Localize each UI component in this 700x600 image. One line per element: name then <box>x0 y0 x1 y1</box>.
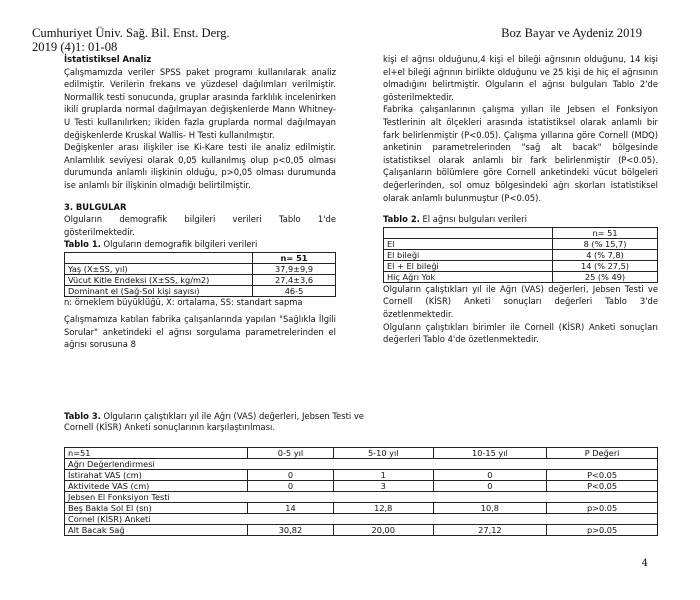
table2-caption: Tablo 2. El ağrısı bulguları verileri <box>383 214 527 225</box>
table-row: Dominant el (Sağ-Sol kişi sayısı) 46-5 <box>65 285 336 296</box>
results-paragraph: Olguların demografik bilgileri verileri Tablo 1'de gösterilmektedir. <box>64 214 336 237</box>
table-row: El bileği 4 (% 7,8) <box>384 249 658 260</box>
stat-paragraph-1: Çalışmamızda veriler SPSS paket programı kullanılarak analiz edilmiştir. Verilerin frekans ve yüzdesel dağılımları verilmiştir. Normallik testi sonucunda, gruplar arasında farklılık incelenirken ikili gruplarda normal dağılmayan değişkenlerde Mann Whitney- U Testi kullanılırken; ikiden fazla gruplarda normal dağılmayan değişkenlerde Kruskal Wallis- H Testi kullanılmıştır. <box>64 66 336 140</box>
table-row: Hiç Ağrı Yok 25 (% 49) <box>384 271 658 282</box>
journal-header <box>32 26 230 54</box>
table3-section: Jebsen El Fonksiyon Testi <box>65 492 658 503</box>
journal-title: Cumhuriyet Üniv. Sağ. Bil. Enst. Derg. <box>32 26 230 40</box>
table3-section: Ağrı Değerlendirmesi <box>65 459 658 470</box>
table2 <box>383 227 658 283</box>
table3 <box>64 447 658 536</box>
right-paragraph-2: Fabrika çalışanlarının çalışma yılları ile Jebsen el Fonksiyon Testlerinin alt ölçekleri arasında istatistiksel olarak anlamlı bir fark belirlenmiştir (P<0.05). Çalışma yıllarına göre Cornell (MDQ) anketinin parametrelerinden "sağ alt bacak" bölgesinde istatistiksel olarak anlamlı bir fark belirlenmiştir (P<0.05). Çalışanların bölümlere göre Cornell anketindeki vücut bölgeleri değerlerinden, sol omuz bölgesindeki ağrı skorları istatistiksel olarak anlamlı bulunmuştur (P<0.05). <box>383 104 658 203</box>
right-paragraph-3: Olguların çalıştıkları yıl ile Ağrı (VAS) değerleri, Jebsen Testi ve Cornell (KİSR) Anketi sonuçları değerleri Tablo 3'de özetlenmektedir. <box>383 283 658 319</box>
table2-header: n= 51 <box>553 227 658 238</box>
table1-note: n: örneklem büyüklüğü, X: ortalama, SS: standart sapma <box>64 296 303 307</box>
authors-header: Boz Bayar ve Aydeniz 2019 <box>501 26 642 40</box>
stat-paragraph-2: Değişkenler arası ilişkiler ise Ki-Kare testi ile analiz edilmiştir. Anlamlılık seviyesi olarak 0,05 kullanılmış olup p<0,05 olması durumunda anlamlı ilişkinin olduğu, p>0,05 olması durumunda ise anlamlı bir ilişkinin olmadığı belirtilmiştir. <box>64 142 336 190</box>
table-row: Aktivitede VAS (cm) 0 3 0 P<0.05 <box>65 481 658 492</box>
stat-analysis-heading: İstatistiksel Analiz <box>64 54 152 64</box>
table1-header: n= 51 <box>253 252 336 263</box>
table3-section: Cornel (KİSR) Anketi <box>65 514 658 525</box>
table1 <box>64 252 336 297</box>
right-paragraph-1: kişi el ağrısı olduğunu,4 kişi el bileği ağrısının olduğunu, 14 kişi el+el bileği ağrının birlikte olduğunu ve 25 kişi de hiç el ağrısının olmadığını belirtmiştir. Olguların el ağrısı bulguları Tablo 2'de gösterilmektedir. <box>383 54 658 102</box>
right-column <box>383 53 658 346</box>
journal-issue: 2019 (4)1: 01-08 <box>32 40 118 54</box>
table-row: Beş Bakla Sol El (sn) 14 12,8 10,8 p>0.05 <box>65 503 658 514</box>
results-heading: 3. BULGULAR <box>64 201 127 212</box>
table-row: Vücut Kitle Endeksi (X±SS, kg/m2) 27,4±3,6 <box>65 274 336 285</box>
table-row: Yaş (X±SS, yıl) 37,9±9,9 <box>65 263 336 274</box>
table3-header-row: n=51 0-5 yıl 5-10 yıl 10-15 yıl P Değeri <box>65 448 658 459</box>
after-table-paragraph: Çalışmamıza katılan fabrika çalışanlarında yapılan "Sağlıkla İlgili Sorular" anketindeki el ağrısı sorgulama parametrelerinden el ağrısı sorusuna 8 <box>64 313 336 350</box>
table-row: El + El bileği 14 (% 27,5) <box>384 260 658 271</box>
table1-caption: Tablo 1. Olguların demografik bilgileri verileri <box>64 239 258 250</box>
table3-caption: Tablo 3. Olguların çalıştıkları yıl ile Ağrı (VAS) değerleri, Jebsen Testi ve Cornell (KİSR) Anketi sonuçlarının karşılaştırılması. <box>64 411 364 432</box>
table-row: El 8 (% 15,7) <box>384 238 658 249</box>
table-row: Alt Bacak Sağ 30,82 20,00 27,12 p>0.05 <box>65 525 658 536</box>
right-paragraph-4: Olguların çalıştıkları birimler ile Cornell (KİSR) Anketi sonuçları değerleri Tablo 4'de özetlenmektedir. <box>383 321 658 345</box>
table-row: İstirahat VAS (cm) 0 1 0 P<0.05 <box>65 470 658 481</box>
page-number: 4 <box>641 558 648 569</box>
left-column <box>64 53 336 351</box>
